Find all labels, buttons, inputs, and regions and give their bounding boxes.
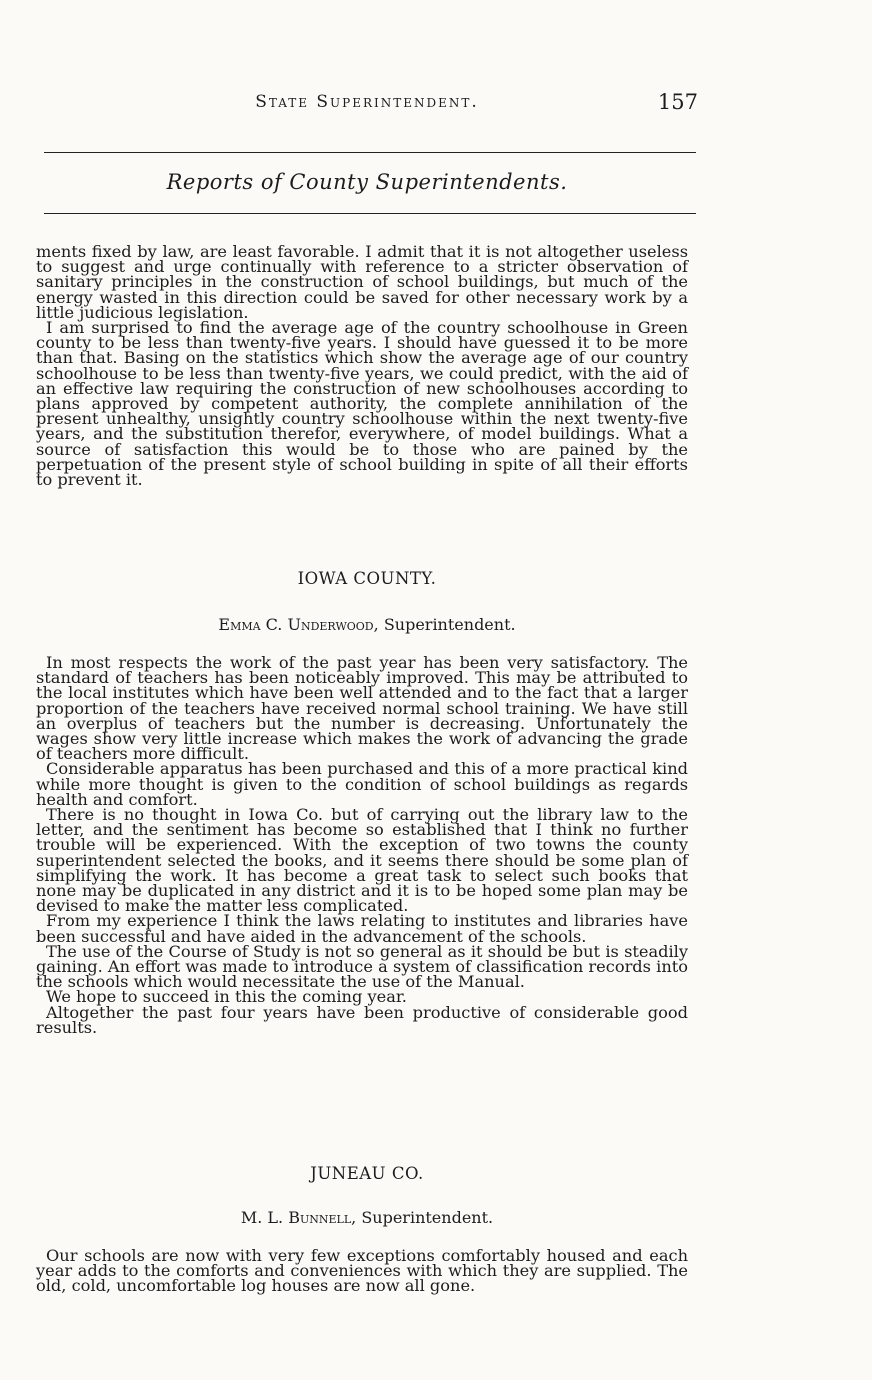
iowa-county-heading: IOWA COUNTY. bbox=[297, 569, 437, 588]
header-rule-top bbox=[44, 152, 696, 153]
juneau-county-heading: JUNEAU CO. bbox=[310, 1164, 424, 1183]
paragraph: In most respects the work of the past year has been very satisfactory. The standard of teachers has been noticeably improved. This may be attributed to the local institutes which have been well attended and to the fact that a larger proportion of the teachers have received normal school training. We have still an overplus of teachers but the number is decreasing. Unfortunately the wages show very little increase which makes the work of advancing the grade of teachers more difficult. bbox=[36, 653, 688, 764]
paragraph: Our schools are now with very few exceptions comfortably housed and each year adds to the comforts and conveniences with which they are supplied. The old, cold, uncomfortable log houses are now all gone. bbox=[36, 1246, 688, 1296]
paragraph: Altogether the past four years have been productive of considerable good results. bbox=[36, 1002, 688, 1037]
header-rule-bottom bbox=[44, 213, 696, 214]
iowa-county-superintendent bbox=[36, 615, 698, 634]
superintendent-name: M. L. Bunnell, bbox=[240, 1208, 357, 1227]
iowa-county-text bbox=[36, 655, 688, 1035]
paragraph: There is no thought in Iowa Co. but of carrying out the library law to the letter, and the sentiment has become so established that I think no further trouble will be experienced. With the exception of two towns the county superintendent selected the books, and it seems there should be some plan of simplifying the work. It has become a great task to select such books that none may be duplicated in any district and it is to be hoped some plan may be devised to make the matter less complicated. bbox=[36, 805, 688, 916]
paragraph: I am surprised to find the average age of the country schoolhouse in Green county to be less than twenty-five years. I should have guessed it to be more than that. Basing on the statistics which show the average age of our country schoolhouse to be less than twenty-five years, we could predict, with the aid of an effective law requiring the construction of new schoolhouses according to plans approved by competent authority, the complete annihilation of the present unhealthy, unsightly country schoolhouse within the next twenty-five years, and the substitution therefor, everywhere, of model buildings. What a source of satisfaction this would be to those who are pained by the perpetuation of the present style of school building in spite of all their efforts to prevent it. bbox=[36, 318, 688, 490]
section-title: Reports of County Superintendents. bbox=[166, 170, 568, 194]
paragraph: The use of the Course of Study is not so general as it should be but is steadily gaining. An effort was made to introduce a system of classification records into the schools which would necessitate the use of the Manual. bbox=[36, 941, 688, 992]
paragraph: From my experience I think the laws relating to institutes and libraries have been successful and have aided in the advancement of the schools. bbox=[36, 911, 688, 946]
paragraph: We hope to succeed in this the coming year. bbox=[46, 987, 407, 1007]
paragraph: ments fixed by law, are least favorable. I admit that it is not altogether useless to suggest and urge continually with reference to a stricter observation of sanitary principles in the construction of school buildings, but much of the energy wasted in this direction could be saved for other necessary work by a little judicious legislation. bbox=[36, 242, 688, 322]
juneau-county-text bbox=[36, 1248, 688, 1294]
superintendent-title: Superintendent. bbox=[361, 1208, 494, 1227]
paragraph: Considerable apparatus has been purchased and this of a more practical kind while more thought is given to the condition of school buildings as regards health and comfort. bbox=[36, 759, 688, 809]
running-head bbox=[36, 92, 698, 122]
superintendent-title: Superintendent. bbox=[383, 615, 516, 634]
page-number: 157 bbox=[657, 90, 698, 114]
juneau-county-superintendent bbox=[36, 1208, 698, 1227]
running-title: State Superintendent. bbox=[255, 92, 479, 112]
green-county-text bbox=[36, 242, 688, 490]
superintendent-name: Emma C. Underwood, bbox=[218, 615, 379, 634]
